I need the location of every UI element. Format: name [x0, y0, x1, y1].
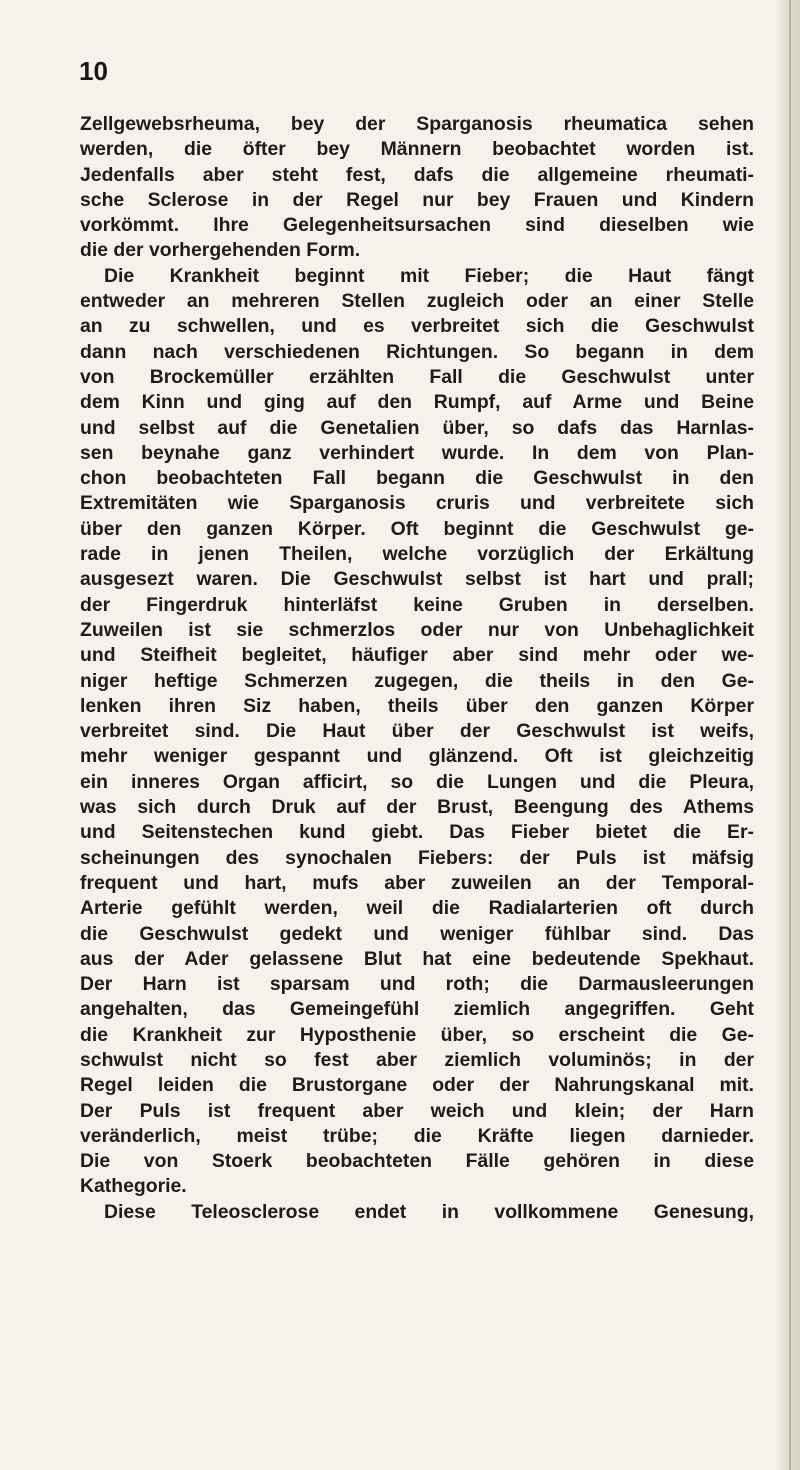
text-line: und selbst auf die Genetalien über, so dafs das Harnlas- [80, 416, 754, 439]
text-line: frequent und hart, mufs aber zuweilen an der Temporal- [80, 871, 754, 894]
text-line: Diese Teleosclerose endet in vollkommene Genesung, [104, 1200, 754, 1223]
text-line: vorkömmt. Ihre Gelegenheitsursachen sind dieselben wie [80, 214, 754, 237]
text-line: an zu schwellen, und es verbreitet sich die Geschwulst [80, 315, 754, 338]
text-line: rade in jenen Theilen, welche vorzüglich der Erkältung [80, 543, 754, 566]
text-line: Jedenfalls aber steht fest, dafs die allgemeine rheumati- [80, 163, 754, 186]
text-line: schwulst nicht so fest aber ziemlich voluminös; in der [80, 1048, 754, 1071]
text-line: sche Sclerose in der Regel nur bey Frauen und Kindern [80, 188, 754, 211]
text-line: dann nach verschiedenen Richtungen. So begann in dem [80, 340, 754, 363]
text-line: über den ganzen Körper. Oft beginnt die Geschwulst ge- [80, 517, 754, 540]
text-line: angehalten, das Gemeingefühl ziemlich angegriffen. Geht [80, 998, 754, 1021]
text-line: ausgesezt waren. Die Geschwulst selbst ist hart und prall; [80, 568, 754, 591]
text-line: und Steifheit begleitet, häufiger aber sind mehr oder we- [80, 644, 754, 667]
text-line: mehr weniger gespannt und glänzend. Oft ist gleichzeitig [80, 745, 754, 768]
text-line: und Seitenstechen kund giebt. Das Fieber bietet die Er- [80, 821, 754, 844]
text-line: scheinungen des synochalen Fiebers: der Puls ist mäfsig [80, 846, 754, 869]
text-line: werden, die öfter bey Männern beobachtet worden ist. [80, 138, 754, 161]
text-line: veränderlich, meist trübe; die Kräfte liegen darnieder. [80, 1124, 754, 1147]
text-line: die Geschwulst gedekt und weniger fühlbar sind. Das [80, 922, 754, 945]
text-line: was sich durch Druk auf der Brust, Beengung des Athems [80, 796, 754, 819]
text-line: Die Krankheit beginnt mit Fieber; die Haut fängt [104, 264, 754, 287]
page-binding-line [789, 0, 791, 1470]
text-line: lenken ihren Siz haben, theils über den ganzen Körper [80, 694, 754, 717]
text-line: Arterie gefühlt werden, weil die Radialarterien oft durch [80, 897, 754, 920]
text-line: sen beynahe ganz verhindert wurde. In dem von Plan- [80, 441, 754, 464]
text-line: entweder an mehreren Stellen zugleich oder an einer Stelle [80, 290, 754, 313]
text-line: chon beobachteten Fall begann die Geschwulst in den [80, 467, 754, 490]
text-line: die der vorhergehenden Form. [80, 239, 361, 262]
text-line: Zellgewebsrheuma, bey der Sparganosis rheumatica sehen [80, 113, 754, 135]
text-line: Die von Stoerk beobachteten Fälle gehören in diese [80, 1150, 754, 1173]
text-line: Der Harn ist sparsam und roth; die Darmausleerungen [80, 973, 754, 996]
text-line: aus der Ader gelassene Blut hat eine bedeutende Spekhaut. [80, 947, 754, 970]
text-line: Regel leiden die Brustorgane oder der Nahrungskanal mit. [80, 1074, 754, 1097]
text-line: Extremitäten wie Sparganosis cruris und verbreitete sich [80, 492, 754, 515]
text-line: verbreitet sind. Die Haut über der Geschwulst ist weifs, [80, 720, 754, 743]
text-line: die Krankheit zur Hyposthenie über, so erscheint die Ge- [80, 1023, 754, 1046]
text-line: von Brockemüller erzählten Fall die Geschwulst unter [80, 365, 754, 388]
text-line: ein inneres Organ afficirt, so die Lungen und die Pleura, [80, 770, 754, 793]
page-number: 10 [79, 56, 108, 86]
text-line: dem Kinn und ging auf den Rumpf, auf Arme und Beine [80, 391, 754, 414]
text-line: Der Puls ist frequent aber weich und klein; der Harn [80, 1099, 754, 1122]
text-line: Kathegorie. [80, 1175, 187, 1198]
text-line: Zuweilen ist sie schmerzlos oder nur von Unbehaglichkeit [80, 618, 754, 641]
text-line: niger heftige Schmerzen zugegen, die theils in den Ge- [80, 669, 754, 692]
text-line: der Fingerdruk hinterläfst keine Gruben in derselben. [80, 593, 754, 616]
body-text [80, 112, 754, 1225]
